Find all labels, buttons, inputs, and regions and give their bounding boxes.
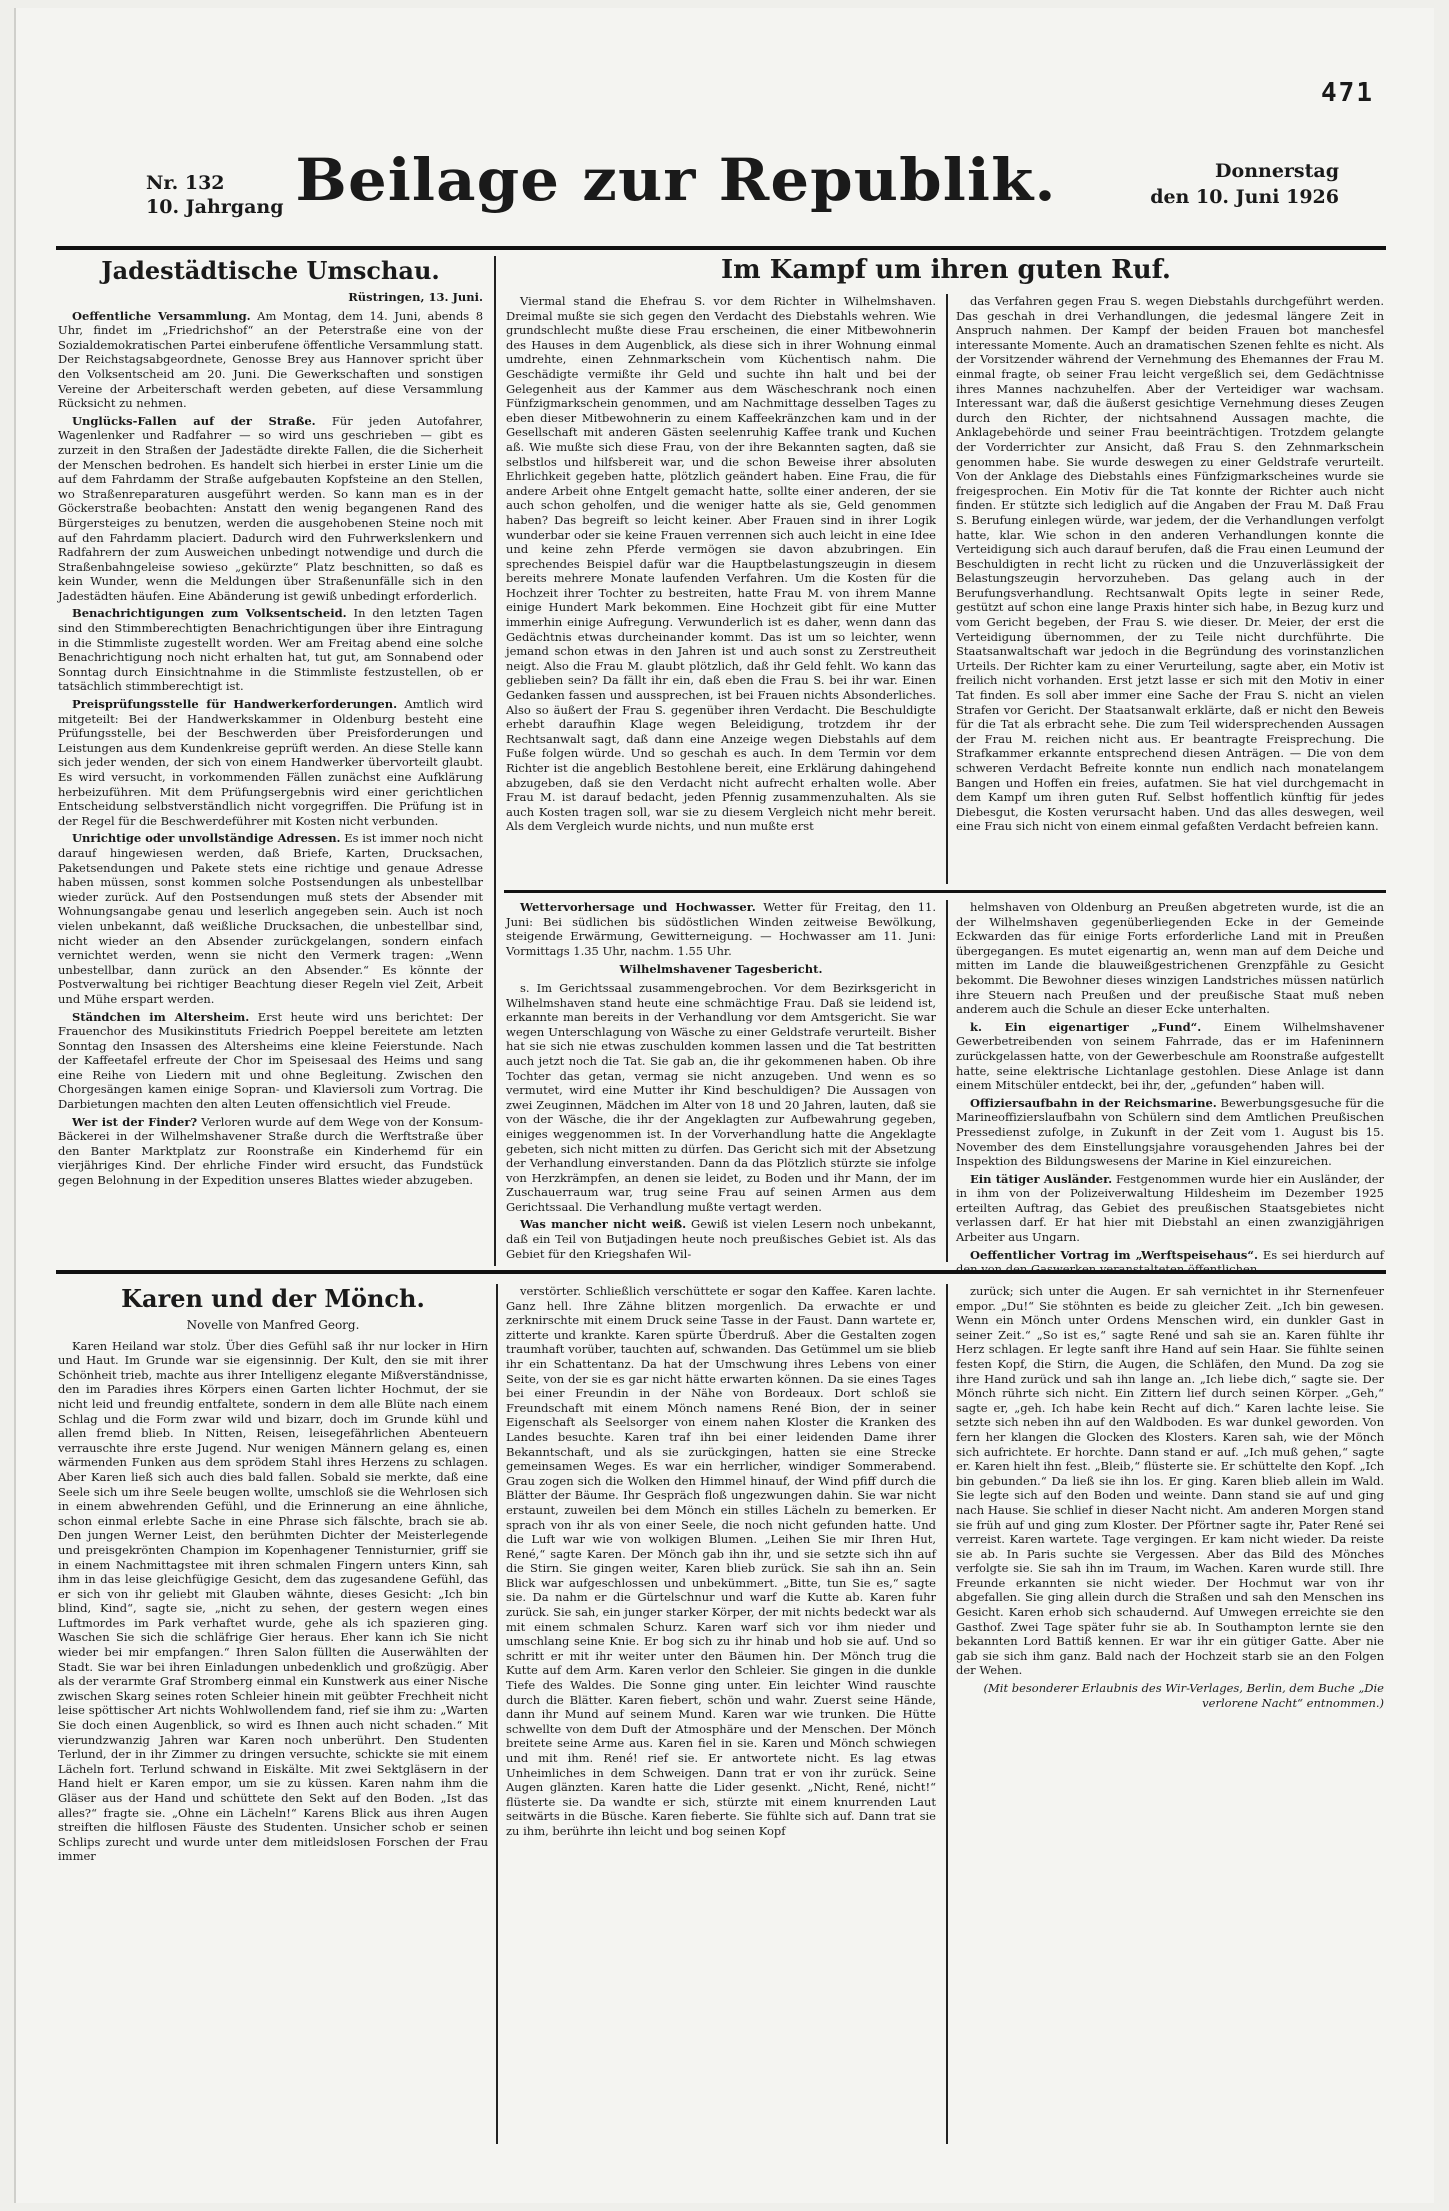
daily-report-col-a: Wettervorhersage und Hochwasser. Wetter für Freitag, den 11. Juni: Bei südlichen bis südöstlichen Winden zeitweise Bewölkung, steigende Erwärmung, Gewitterneigung. — Hochwasser am 11. Juni: Vormittags 1.35 Uhr, nachm. 1.55 Uhr. Wilhelmshavener Tagesbericht. s. Im Gerichtssaal zusammengebrochen. Vor dem Bezirksgericht in Wilhelmshaven stand heute eine schmächtige Frau. Daß sie leidend ist, erkannte man bereits in der Verhandlung vor dem Amtsgericht. Sie war wegen Unterschlagung von Wäsche zu einer Geldstrafe verurteilt. Bisher hat sie sich nie etwas zuschulden kommen lassen und die Tat bestritten auch jetzt noch die Tat. Sie gab an, die ihr gekommenen haben. Ob ihre Tochter das getan, vermag sie nicht anzugeben. Und wenn es so vermutet, wird eine Mutter ihr Kind beschuldigen? Die Aussagen von zwei Zeuginnen, Mädchen im Alter von 18 und 20 Jahren, lauten, daß sie von der Wäsche, die ihr der Angeklagten zur Aufbewahrung gegeben, einiges weggenommen ist. In der Vorverhandlung hatte die Angeklagte gebeten, sich nicht mitten zu dürfen. Das Gericht sich mit der Absetzung der Verhandlung einverstanden. Dann da das Plötzlich stürzte sie infolge von Herzkrämpfen, an denen sie leidet, zu Boden und ihr Mann, der im Zuschauerraum war, trug seine Frau auf seinen Armen aus dem Gerichtssaal. Die Verhandlung mußte vertagt werden. Was mancher nicht weiß. Gewiß ist vielen Lesern noch unbekannt, daß ein Teil von Butjadingen heute noch preußisches Gebiet ist. Als das Gebiet für den Kriegshafen Wil- bbox=[506, 900, 936, 1261]
article: Wer ist der Finder? Verloren wurde auf dem Wege von der Konsum-Bäckerei in der Wilhelmshavener Straße durch die Werftstraße über den Banter Marktplatz zur Roonstraße ein Kinderhemd für ein vierjähriges Kind. Der ehrliche Finder wird ersucht, das Fundstück gegen Belohnung in der Expedition unseres Blattes wieder abzugeben. bbox=[58, 1114, 484, 1188]
article: Unrichtige oder unvollständige Adressen. Es ist immer noch nicht darauf hingewiesen werden, daß Briefe, Karten, Drucksachen, Paketsendungen und Pakete stets eine richtige und genaue Adresse haben müssen, sonst kommen solche Postsendungen als unbestellbar wieder zurück. Auf den Postsendungen muß stets der Absender mit Wohnungsangabe genau und leserlich angegeben sein. Auch ist noch vielen unbekannt, daß weißliche Drucksachen, die unbestellbar sind, nicht wieder an den Absender zurückgelangen, sondern einfach vernichtet werden, wenn sie nicht den Vermerk tragen: „Wenn unbestellbar, dann zurück an den Absender.“ Es könnte der Postverwaltung bei richtiger Beachtung dieser Regeln viel Zeit, Arbeit und Mühe erspart werden. bbox=[58, 831, 484, 1006]
court-story-col-a: Viermal stand die Ehefrau S. vor dem Richter in Wilhelmshaven. Dreimal mußte sie sich gegen den Verdacht des Diebstahls wehren. Wie grundschlecht mußte diese Frau erscheinen, die einer Mitbewohnerin des Hauses in dem Augenblick, als diese sich in ihrer Wohnung einmal umdrehte, einen Zehnmarkschein vom Küchentisch nahm. Die Geschädigte vermißte ihr Geld und suchte ihn halt und bei der Gelegenheit aus der Kammer aus dem Wäscheschrank noch einen Fünfzigmarkschein genommen, und am Nachmittage desselben Tages zu eben dieser Mitbewohnerin zu einem Kaffeekränzchen kam und in der Gesellschaft mit anderen Gästen seelenruhig Kaffee trank und Kuchen aß. Wie mußte sich diese Frau, von der ihre Bekannten sagten, daß sie selbstlos und hilfsbereit war, und die schon Beweise ihrer absoluten Ehrlichkeit gegeben hatte, plötzlich geändert haben. Eine Frau, die für andere Arbeit ohne Entgelt gemacht hatte, sollte einer anderen, der sie auch schon geholfen, und die weniger hatte als sie, Geld genommen haben? Das begreift so leicht keiner. Aber Frauen sind in ihrer Logik wunderbar oder sie keine Frauen verrennen sich auch leicht in eine Idee und keine zehn Pferde vermögen sie davon abzubringen. Ein sprechendes Beispiel dafür war die Hauptbelastungszeugin in diesem bereits mehrere Monate laufenden Verfahren. Um die Kosten für die Hochzeit ihrer Tochter zu bestreiten, hatte Frau M. von ihrem Manne einige Hundert Mark bekommen. Eine Hochzeit gibt für eine Mutter immerhin einige Aufregung. Verwunderlich ist es daher, wenn dann das Gedächtnis etwas durcheinander kommt. Das ist um so leichter, wenn jemand schon etwas in den Jahren ist und auch sonst zu Zerstreutheit neigt. Also die Frau M. glaubt plötzlich, daß ihr Geld fehlt. Wo kann das geblieben sein? Da fällt ihr ein, daß eben die Frau S. bei ihr war. Einen Gedanken fassen und aussprechen, ist bei Frauen nichts Absonderliches. Also so äußert der Frau S. gegenüber ihren Verdacht. Die Beschuldigte erhebt daraufhin Klage wegen Beleidigung, trotzdem ihr der Rechtsanwalt sagt, daß dann eine Anzeige wegen Diebstahls auf dem Fuße folgen würde. Und so geschah es auch. In dem Termin vor dem Richter ist die angeblich Bestohlene bereit, eine Erklärung dahingehend abzugeben, daß sie den Verdacht nicht aufrecht erhalten wolle. Aber Frau M. ist darauf bedacht, jeden Pfennig zusammenzuhalten. Als sie auch Kosten tragen soll, war sie zu diesem Vergleich nicht mehr bereit. Als dem Vergleich wurde nichts, und nun mußte erst bbox=[506, 294, 936, 834]
article: Preisprüfungsstelle für Handwerkerforderungen. Amtlich wird mitgeteilt: Bei der Handwerkskammer in Oldenburg besteht eine Prüfungsstelle, bei der Beschwerden über Preisforderungen und Leistungen aus dem Kundenkreise geprüft werden. An diese Stelle kann sich jeder wenden, der sich von einem Handwerker übervorteilt glaubt. Es wird versucht, in vorkommenden Fällen zunächst eine Aufklärung herbeizuführen. Mit dem Prüfungsergebnis wird einer gerichtlichen Entscheidung selbstverständlich nicht vorgegriffen. Die Prüfung ist in der Regel für die Beschwerdeführer mit Kosten nicht verbunden. bbox=[58, 697, 483, 828]
novel-col-b: verstörter. Schließlich verschüttete er sogar den Kaffee. Karen lachte. Ganz hell. Ihre Zähne blitzen morgenlich. Da erwachte er und zerknirschte mit einem Druck seine Tasse in der Faust. Dann wartete er, zitterte und krankte. Karen spürte Überdruß. Aber die Gestalten zogen traumhaft vorüber, tauchten auf, schwanden. Das Getümmel um sie blieb ihr ein Schattentanz. Da hat der Umschwung ihres Lebens von einer Seite, von der sie es gar nicht hätte erwarten können. Da sie eines Tages bei einer Freundin in der Nähe von Bordeaux. Dort schloß sie Freundschaft mit einem Mönch namens René Bion, der in seiner Eigenschaft als Seelsorger von einem nahen Kloster die Kranken des Landes besuchte. Karen traf ihn bei einer leidenden Dame ihrer Bekanntschaft, und als sie zurückgingen, hatten sie eine Strecke gemeinsamen Weges. Es war ein herrlicher, windiger Sommerabend. Grau zogen sich die Wolken den Himmel hinauf, der Wind pfiff durch die Blätter der Bäume. Ihr Gespräch floß ungezwungen dahin. Sie war nicht erstaunt, zuweilen bei dem Mönch ein stilles Lächeln zu bemerken. Er sprach von ihr als von einer Seele, die noch nicht gefunden hatte. Und die Luft war wie von wolkigen Blumen. „Leihen Sie mir Ihren Hut, René,“ sagte Karen. Der Mönch gab ihn ihr, und sie setzte sich ihn auf die Stirn. Sie gingen weiter, Karen blieb zurück. Sie sah ihn an. Sein Blick war aufgeschlossen und unbekümmert. „Bitte, tun Sie es,“ sagte sie. Da nahm er die Gürtelschnur und warf die Kutte ab. Karen fuhr zurück. Sie sah, ein junger starker Körper, der mit nichts bedeckt war als mit einem schmalen Schurz. Karen warf sich vor ihm nieder und umschlang seine Knie. Er bog sich zu ihr hinab und hob sie auf. Und so schritt er mit ihr weiter unter den Bäumen hin. Der Mönch trug die Kutte auf dem Arm. Karen verlor den Schleier. Sie gingen in die dunkle Tiefe des Waldes. Die Sonne ging unter. Ein leichter Wind rauschte durch die Blätter. Karen fiebert, schön und wahr. Zuerst seine Hände, dann ihr Mund auf seinem Mund. Karen war wie trunken. Die Hütte schwellte von dem Duft der Atmosphäre und der Menschen. Der Mönch breitete seine Arme aus. Karen fiel in sie. Karen und Mönch schwiegen und mit ihm. René! rief sie. Er antwortete nicht. Es lag etwas Unheimliches in dem Schweigen. Dann trat er von ihr zurück. Seine Augen glänzten. Karen hatte die Lider gesenkt. „Nicht, René, nicht!“ flüsterte sie. Da wandte er sich, stürzte mit einem knurrenden Laut seitwärts in die Büsche. Karen fieberte. Sie fühlte sich auf. Dann trat sie zu ihm, berührte ihn leicht und bog seinen Kopf bbox=[506, 1284, 936, 1838]
issue-number: Nr. 132 bbox=[146, 172, 225, 194]
column-divider bbox=[946, 294, 948, 884]
local-news-dateline: Rüstringen, 13. Juni. bbox=[348, 290, 483, 304]
issue-date bbox=[1150, 158, 1339, 210]
column-divider bbox=[494, 256, 496, 1266]
novel-heading: Karen und der Mönch. bbox=[121, 1284, 425, 1313]
date: den 10. Juni 1926 bbox=[1150, 186, 1339, 208]
novel-col-c: zurück; sich unter die Augen. Er sah vernichtet in ihr Sternenfeuer empor. „Du!“ Sie stöhnten es beide zu gleicher Zeit. „Ich bin gewesen. Wenn ein Mönch unter Ordens Menschen wird, ein dunkler Gast in seiner Zeit.“ „So ist es,“ sagte René und sah sie an. Karen fühlte ihr Herz schlagen. Er legte sanft ihre Hand auf sein Haar. Sie fühlte seinen festen Kopf, die Stirn, die Augen, die Schläfen, den Mund. Da zog sie ihre Hand zurück und sah ihn lange an. „Ich liebe dich,“ sagte sie. Der Mönch rührte sich nicht. Ein Zittern lief durch seinen Körper. „Geh,“ sagte er, „geh. Ich habe kein Recht auf dich.“ Karen lachte leise. Sie setzte sich neben ihn auf den Waldboden. Es war dunkel geworden. Von fern her klangen die Glocken des Klosters. Karen sah, wie der Mönch sich aufrichtete. Er horchte. Dann stand er auf. „Ich muß gehen,“ sagte er. Karen hielt ihn fest. „Bleib,“ flüsterte sie. Er schüttelte den Kopf. „Ich bin gebunden.“ Da ließ sie ihn los. Er ging. Karen blieb allein im Wald. Sie legte sich auf den Boden und weinte. Dann stand sie auf und ging nach Hause. Sie schlief in dieser Nacht nicht. Am anderen Morgen stand sie früh auf und ging zum Kloster. Der Pförtner sagte ihr, Pater René sei verreist. Karen wartete. Tage vergingen. Er kam nicht wieder. Da reiste sie ab. In Paris suchte sie Vergessen. Aber das Bild des Mönches verfolgte sie. Sie sah ihn im Traum, im Wachen. Karen wurde still. Ihre Freunde erkannten sie nicht wieder. Der Hochmut war von ihr abgefallen. Sie ging allein durch die Straßen und sah den Menschen ins Gesicht. Karen erhob sich schaudernd. Auf Umwegen erreichte sie den Gasthof. Zwei Tage später fuhr sie ab. In Southampton lernte sie den bekannten Lord Battiß kennen. Er war ihr ein gütiger Gatte. Aber nie gab sie sich ihm ganz. Bald nach der Hochzeit starb sie an den Folgen der Wehen. (Mit besonderer Erlaubnis des Wir-Verlages, Berlin, dem Buche „Die verlorene Nacht“ entnommen.) bbox=[956, 1284, 1384, 1710]
daily-report-heading: Wilhelmshavener Tagesbericht. bbox=[619, 962, 823, 977]
daily-report-col-b: helmshaven von Oldenburg an Preußen abgetreten wurde, ist die an der Wilhelmshaven gegenüberliegenden Ecke in der Gemeinde Eckwarden das für einige Forts erforderliche Land mit in Preußen übergegangen. Es mutet eigenartig an, wenn man auf dem Deiche und mitten im Lande die blauweißgestrichenen Grenzpfähle zu Gesicht bekommt. Die Bewohner dieses winzigen Landstriches müssen natürlich ihre Steuern nach Preußen und der preußische Staat muß neben anderem auch die Schule an dieser Ecke unterhalten. k. Ein eigenartiger „Fund“. Einem Wilhelmshavener Gewerbetreibenden von seinem Fahrrade, das er im Hafeninnern zurückgelassen hatte, von der Gewerbeschule am Roonstraße aufgestellt hatte, seine elektrische Lichtanlage gestohlen. Diese Anlage ist dann einem Mitschüler entdeckt, bei ihr, der, „gefunden“ haben will. Offiziersaufbahn in der Reichsmarine. Bewerbungsgesuche für die Marineoffizierslaufbahn von Schülern sind dem Amtlichen Preußischen Pressedienst zufolge, in Zukunft in der Zeit vom 1. August bis 15. November des dem Einstellungsjahre vorausgehenden Jahres bei der Inspektion des Bildungswesens der Marine in Kiel einzureichen. Ein tätiger Ausländer. Festgenommen wurde hier ein Ausländer, der in ihm von der Polizeiverwaltung Hildesheim im Dezember 1925 erteilten Auftrag, das Gebiet des preußischen Staatsgebietes nicht verlassen darf. Er hat hier mit Diebstahl an einen zwanzigjährigen Arbeiter aus Ungarn. Oeffentlicher Vortrag im „Werftspeisehaus“. Es sei hierdurch auf bbox=[956, 900, 1385, 1262]
weekday: Donnerstag bbox=[1215, 160, 1339, 182]
article: Oeffentliche Versammlung. Am Montag, dem 14. Juni, abends 8 Uhr, findet im „Friedrichshof“ an der Peterstraße eine von der Sozialdemokratischen Partei einberufene öffentliche Versammlung statt. Der Reichstagsabgeordnete, Genosse Brey aus Hannover spricht über den Volksentscheid am 20. Juni. Die Gewerkschaften und sonstigen Vereine der Arbeiterschaft werden gebeten, auf diese Versammlung Rücksicht zu nehmen. bbox=[58, 308, 484, 411]
section-rule bbox=[504, 890, 1386, 893]
masthead-rule bbox=[56, 246, 1386, 250]
column-divider bbox=[946, 1284, 948, 2144]
novel-col-a: Karen und der Mönch. Novelle von Manfred Georg. Karen Heiland war stolz. Über dies Gefühl saß ihr nur locker in Hirn und Haut. Im Grunde war sie eigensinnig. Der Kult, den sie mit ihrer Schönheit trieb, machte aus ihrer Intelligenz elegante Mißverständnisse, den im Paradies ihres Körpers einen Garten lichter Hochmut, der sie nicht leid und freundig entfaltete, sondern in dem alle Blüte nach einem Schlag und die Form zwar wild und bizarr, doch im Grunde kühl und allen fremd blieb. In Nitten, Reisen, leisegefährlichen Abenteuern verrauschte ihre erste Jugend. Nur wenigen Männern gelang es, einen wärmenden Funken aus dem sprödem Stahl ihres Herzens zu schlagen. Aber Karen ließ sich auch dies bald fallen. Sobald sie merkte, daß eine Seele sich um ihre Seele beugen wollte, umschloß sie die Wehrlosen sich in einem abwehrenden Gefühl, und die Erinnerung an eine ähnliche, schon einmal erlebte Sache in eine Phrase sich fälschte, brach sie ab. Den jungen Werner Leist, den berühmten Dichter der Meisterlegende und preisgekrönten Champion im Kopenhagener Tennisturnier, griff sie in einem Nachmittagstee mit ihren schmalen Fingern unters Kinn, sah ihm in das leise gleichfügige Gesicht, dem das zugesandene Gefühl, das er sich von ihr geliebt mit Glauben wähnte, dieses Gesicht: „Ich bin blind, Kind“, sagte sie, „nicht zu sehen, der gestern wegen eines Luftmordes im Park verhaftet wurde, gehe als ich spazieren ging. Waschen Sie sich die schläfrige Gier heraus. Eher kann ich Sie nicht wieder bei mir empfangen.“ Ihren Salon füllten die Auserwählten der Stadt. Sie war bei ihren Einladungen unbedenklich und großzügig. Aber als der verarmte Graf Stromberg einmal ein Kunstwerk aus einer Nische zwischen Skarg seines roten Schleier hinein mit geübter Frechheit nicht leise spöttischer Art nichts Wohlwollendem fand, rief sie ihm zu: „Warten Sie doch einen Augenblick, so wird es Ihnen auch nicht schaden.“ Mit vierundzwanzig Jahren war Karen noch unberührt. Den Studenten Terlund, der in ihr Zimmer zu dringen versuchte, schickte sie mit einem Lächeln fort. Terlund schwand in Eiskälte. Mit zwei Sektgläsern in der Hand hielt er Karen empor, um sie zu küssen. Karen nahm ihm die Gläser aus der Hand und schüttete den Sekt auf den Boden. „Ist das alles?“ fragte sie. „Ohne ein Lächeln!“ Karens Blick aus ihren Augen streiften die hilflosen Fäuste des Studenten. Unsicher schob er seinen Schlips zurecht und wurde unter dem mitleidslosen Forschen der Frau immer bbox=[58, 1284, 488, 1864]
novel-credit: (Mit besonderer Erlaubnis des Wir-Verlages, Berlin, dem Buche „Die verlorene Nacht“ entnommen.) bbox=[983, 1681, 1384, 1710]
page-number: 471 bbox=[1321, 78, 1374, 108]
article: Ständchen im Altersheim. Erst heute wird uns berichtet: Der Frauenchor des Musikinstituts Friedrich Poeppel bereitete am letzten Sonntag den Insassen des Altersheims eine kleine Feierstunde. Nach der Kaffeetafel erfreute der Chor im Speisesaal des Heims und sang eine Reihe von Liedern mit und ohne Begleitung. Zwischen den Chorgesängen kamen einige Sopran- und Klaviersoli zum Vortrag. Die Darbietungen machten den alten Leuten offensichtlich viel Freude. bbox=[58, 1009, 483, 1112]
local-news-heading: Jadestädtische Umschau. bbox=[101, 256, 440, 285]
section-rule bbox=[56, 1270, 1386, 1274]
article: Benachrichtigungen zum Volksentscheid. In den letzten Tagen sind den Stimmberechtigten Benachrichtigungen über ihre Eintragung in die Stimmliste zugestellt worden. Wer am Freitag abend eine solche Benachrichtigung noch nicht erhalten hat, tut gut, am Sonnabend oder Sonntag durch Einsichtnahme in die Stimmliste festzustellen, ob er tatsächlich stimmberechtigt ist. bbox=[58, 606, 483, 694]
column-divider bbox=[946, 900, 948, 1262]
court-story-heading: Im Kampf um ihren guten Ruf. bbox=[721, 255, 1171, 285]
weather-heading: Wettervorhersage und Hochwasser. bbox=[520, 900, 756, 914]
article: Unglücks-Fallen auf der Straße. Für jeden Autofahrer, Wagenlenker und Radfahrer — so wird uns geschrieben — gibt es zurzeit in den Straßen der Jadestädte direkte Fallen, die die Sicherheit der Menschen bedrohen. Es handelt sich hierbei in erster Linie um die auf dem Fahrdamm der Straße aufgebauten Kopfsteine an den Stellen, wo Straßenreparaturen ausgeführt werden. So kann man es in der Göckerstraße beobachten: Anstatt den wenig begangenen Rand des Bürgersteiges zu benutzen, werden die ausgehobenen Steine noch mit auf den Fahrdamm placiert. Dadurch wird den Fuhrwerkslenkern und Radfahrern der zum Ausweichen unbedingt notwendige und durch die Straßenbahngeleise sowieso „gekürzte“ Platz beschnitten, so daß es kein Wunder, wenn die Meldungen über Straßenunfälle sich in den Jadestädten häufen. Eine Abänderung ist gewiß unbedingt erforderlich. bbox=[58, 413, 484, 603]
masthead-title: Beilage zur Republik. bbox=[295, 146, 1057, 214]
newspaper-page bbox=[14, 8, 1434, 2203]
issue-year: 10. Jahrgang bbox=[146, 196, 284, 218]
local-news-column bbox=[58, 256, 483, 1261]
novel-byline: Novelle von Manfred Georg. bbox=[186, 1318, 360, 1332]
court-story-col-b: das Verfahren gegen Frau S. wegen Diebstahls durchgeführt werden. Das geschah in drei Verhandlungen, die jedesmal längere Zeit in Anspruch nahmen. Der Kampf der beiden Frauen bot manchesfel interessante Momente. Auch an dramatischen Szenen fehlte es nicht. Als der Vorsitzender während der Vernehmung des Ehemannes der Frau M. einmal fragte, ob seiner Frau leicht vergeßlich sei, dem Gedächtnisse ihres Mannes nachzuhelfen. Aber der Verteidiger war wachsam. Interessant war, daß die äußerst gesichtige Vernehmung dieses Zeugen durch den Richter, der nichtsahnend Aussagen machte, die Anklagebehörde und seiner Frau beeinträchtigen. Trotzdem gelangte der Vorderrichter zur Ansicht, daß Frau S. den Zehnmarkschein genommen habe. Sie wurde deswegen zu einer Geldstrafe verurteilt. Von der Anklage des Diebstahls eines Fünfzigmarkscheines wurde sie freigesprochen. Ein Motiv für die Tat konnte der Richter auch nicht finden. Er stützte sich lediglich auf die Angaben der Frau M. Daß Frau S. Berufung einlegen würde, war jedem, der die Verhandlungen verfolgt hatte, klar. Wie schon in den anderen Verhandlungen konnte die Verteidigung sich auch darauf berufen, daß die Frau einen Leumund der Beschuldigten in recht licht zu rücken und die Unzuverlässigkeit der Belastungszeugin hervorzuheben. Das gelang auch in der Berufungsverhandlung. Rechtsanwalt Opits legte in seiner Rede, gestützt auf schon eine lange Praxis hinter sich habe, in Bezug kurz und vom Gericht begeben, der Frau S. wie dieser. Dr. Meier, der erst die Verteidigung übernommen, der zu Teile nicht durchführte. Die Staatsanwaltschaft war jedoch in die Begründung des vorinstanzlichen Urteils. Der Richter kam zu einer Verurteilung, sagte aber, ein Motiv ist freilich nicht vorhanden. Erst jetzt lasse er sich mit den Motiv in einer Tat finden. Es soll aber immer eine Sache der Frau S. nicht an vielen Strafen vor Gericht. Der Staatsanwalt erklärte, daß er nicht den Beweis für die Tat als erbracht sehe. Die zum Teil widersprechenden Aussagen der Frau M. reichen nicht aus. Er beantragte Freisprechung. Die Strafkammer erkannte entsprechend diesen Anträgen. — Die von dem schweren Verdacht Befreite konnte nun endlich nach monatelangem Bangen und Hoffen ein freies, aufatmen. Sie hat viel durchgemacht in dem Kampf um ihren guten Ruf. Selbst hoffentlich künftig für jedes Diebesgut, die Kosten verursacht haben. Und das alles deswegen, weil eine Frau sich nicht von einem einmal gefaßten Verdacht befreien kann. bbox=[956, 294, 1384, 834]
column-divider bbox=[496, 1284, 498, 2144]
weather-text: Wetter für Freitag, den 11. Juni: Bei südlichen bis südöstlichen Winden zeitweise Bewölkung, steigende Erwärmung, Gewitterneigung. — Hochwasser am 11. Juni: Vormittags 1.35 Uhr, nachm. 1.55 Uhr. bbox=[506, 900, 936, 958]
